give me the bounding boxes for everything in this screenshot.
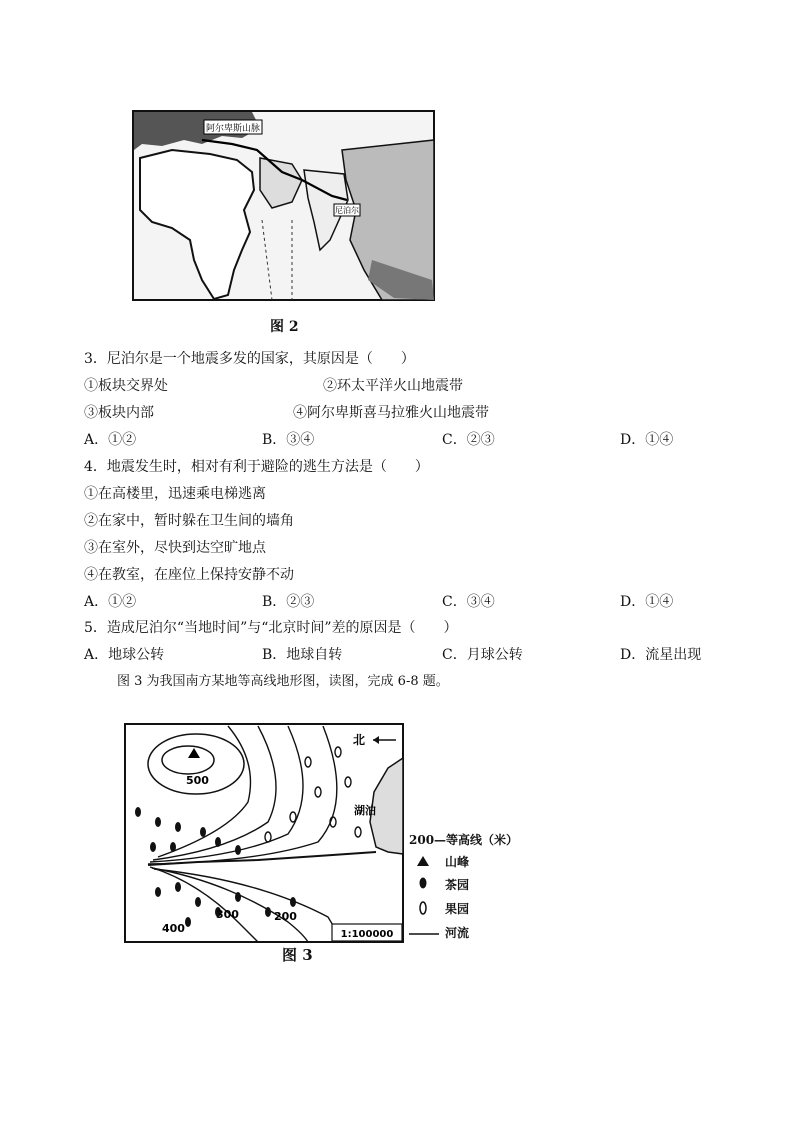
q3-choice-d[interactable]: D．①④ <box>620 432 674 448</box>
figure3-caption: 图 3 <box>282 946 313 964</box>
q5-choice-c[interactable]: C．月球公转 <box>442 647 523 663</box>
q3-choice-c[interactable]: C．②③ <box>442 432 495 448</box>
legend-orchard-icon <box>419 901 427 915</box>
q4-option-2: ②在家中，暂时躲在卫生间的墙角 <box>84 513 294 529</box>
legend-river: 河流 <box>445 926 470 940</box>
legend-tea: 茶园 <box>445 878 470 892</box>
scale-label: 1:100000 <box>340 929 394 940</box>
q4-option-3: ③在室外，尽快到达空旷地点 <box>84 540 266 556</box>
q4-option-4: ④在教室，在座位上保持安静不动 <box>84 567 294 583</box>
legend-orchard: 果园 <box>445 902 470 916</box>
legend-contour: 200—等高线（米） <box>409 833 519 847</box>
contour-label-400: 400 <box>162 922 185 935</box>
q4-option-1: ①在高楼里，迅速乘电梯逃离 <box>84 486 266 502</box>
figure2-map <box>132 110 435 302</box>
q3-choice-b[interactable]: B．③④ <box>262 432 315 448</box>
map-label-nepal: 尼泊尔 <box>335 206 359 215</box>
q4-choice-c[interactable]: C．③④ <box>442 594 495 610</box>
legend-tea-icon <box>419 877 427 889</box>
q4-stem: 4．地震发生时，相对有利于避险的逃生方法是（ ） <box>84 459 429 475</box>
map-label-alps: 阿尔卑斯山脉 <box>205 124 261 134</box>
contour-label-300: 300 <box>216 908 239 921</box>
contour-label-200: 200 <box>274 910 297 923</box>
q3-choice-a[interactable]: A．①② <box>84 432 137 448</box>
q4-choice-d[interactable]: D．①④ <box>620 594 674 610</box>
legend-peak: 山峰 <box>445 855 470 869</box>
q3-option-1: ①板块交界处 <box>84 378 168 394</box>
legend-peak-icon <box>417 856 429 866</box>
q5-choice-a[interactable]: A．地球公转 <box>84 647 165 663</box>
intro-text: 图 3 为我国南方某地等高线地形图，读图，完成 6-8 题。 <box>117 674 449 689</box>
figure2-caption: 图 2 <box>270 319 299 335</box>
contour-label-500: 500 <box>186 774 209 787</box>
q4-choice-a[interactable]: A．①② <box>84 594 137 610</box>
north-label: 北 <box>353 733 366 747</box>
q3-option-3: ③板块内部 <box>84 405 154 421</box>
q5-stem: 5．造成尼泊尔“当地时间”与“北京时间”差的原因是（ ） <box>84 620 458 636</box>
legend-river-icon <box>409 932 439 936</box>
q5-choice-b[interactable]: B．地球自转 <box>262 647 343 663</box>
q3-option-4: ④阿尔卑斯喜马拉雅火山地震带 <box>293 405 489 421</box>
figure3-contour-map <box>118 722 408 944</box>
q3-stem: 3．尼泊尔是一个地震多发的国家，其原因是（ ） <box>84 351 415 367</box>
lake-label: 湖泊 <box>354 804 376 817</box>
q5-choice-d[interactable]: D．流星出现 <box>620 647 702 663</box>
q4-choice-b[interactable]: B．②③ <box>262 594 315 610</box>
q3-option-2: ②环太平洋火山地震带 <box>323 378 463 394</box>
